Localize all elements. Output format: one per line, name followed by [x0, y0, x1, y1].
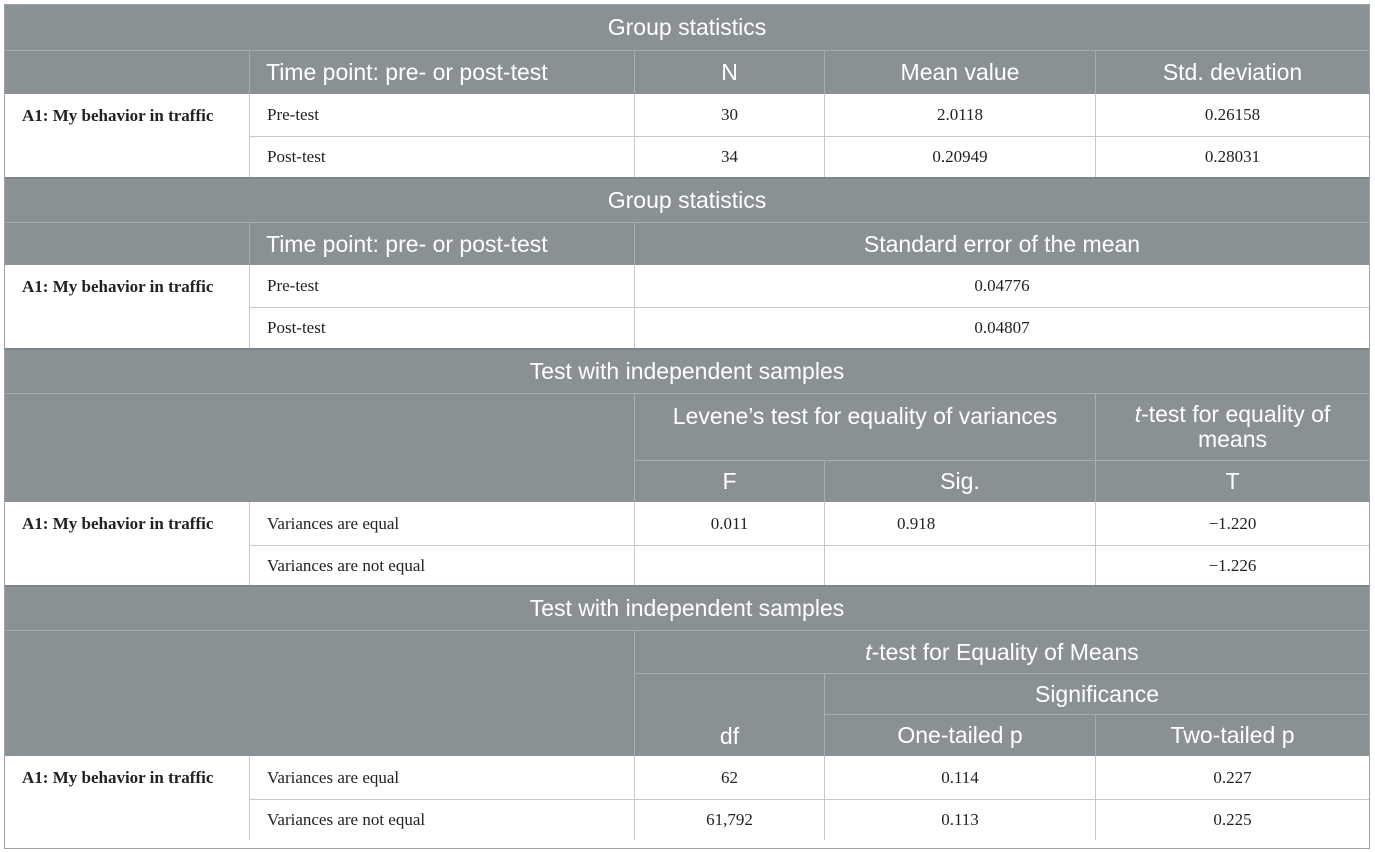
table4-header-ttest: [634, 630, 1369, 673]
table1-cell: Pre-test: [249, 94, 634, 136]
table1-title: Group statistics: [5, 5, 1369, 50]
table1-header-n: N: [634, 50, 824, 94]
table3-cell: 0.918: [824, 502, 1095, 545]
table2-title: Group statistics: [5, 177, 1369, 222]
table3-header-sig: Sig.: [824, 460, 1095, 502]
table1-cell: 30: [634, 94, 824, 136]
ttest-header-text: -test for equality of means: [1141, 401, 1331, 452]
table2-cell: 0.04776: [634, 265, 1369, 307]
table4-cell: 0.114: [824, 756, 1095, 799]
table2-cell: 0.04807: [634, 307, 1369, 348]
table1-row-label: A1: My behavior in traffic: [5, 94, 249, 177]
table3-cell: −1.220: [1095, 502, 1369, 545]
table4-header-df: df: [634, 673, 824, 756]
table4-cell: 61,792: [634, 799, 824, 840]
table1-cell: 34: [634, 136, 824, 177]
table3-header-ttest: [1095, 393, 1369, 460]
table4-cell: Variances are equal: [249, 756, 634, 799]
table1-header-mean: Mean value: [824, 50, 1095, 94]
table1-header-std: Std. deviation: [1095, 50, 1369, 94]
table3-cell: [634, 545, 824, 585]
table4-cell: Variances are not equal: [249, 799, 634, 840]
table1-cell: 2.0118: [824, 94, 1095, 136]
table3-header-empty: [5, 393, 634, 502]
statistics-table: [5, 5, 1369, 840]
table3-header-f: F: [634, 460, 824, 502]
table2-header-sem: Standard error of the mean: [634, 222, 1369, 265]
table3-cell: [824, 545, 1095, 585]
table4-header-significance: Significance: [824, 673, 1369, 714]
table1-cell: 0.20949: [824, 136, 1095, 177]
table3-header-levene: Levene’s test for equality of variances: [634, 393, 1095, 460]
table1-cell: 0.26158: [1095, 94, 1369, 136]
table4-header-two-tailed: Two-tailed p: [1095, 714, 1369, 756]
table2-header-timepoint: Time point: pre- or post-test: [249, 222, 634, 265]
table2-cell: Pre-test: [249, 265, 634, 307]
table3-cell: Variances are not equal: [249, 545, 634, 585]
table3-header-t: T: [1095, 460, 1369, 502]
table1-cell: 0.28031: [1095, 136, 1369, 177]
table4-title: Test with independent samples: [5, 585, 1369, 630]
ttest-header-text: -test for Equality of Means: [871, 638, 1139, 665]
table3-cell: 0.011: [634, 502, 824, 545]
ttest-t-italic: t: [1134, 401, 1142, 427]
table4-row-label: A1: My behavior in traffic: [5, 756, 249, 840]
table2-header-empty: [5, 222, 249, 265]
table4-cell: 0.225: [1095, 799, 1369, 840]
ttest-t-italic: t: [865, 638, 872, 665]
table3-cell: Variances are equal: [249, 502, 634, 545]
table4-cell: 0.227: [1095, 756, 1369, 799]
table1-cell: Post-test: [249, 136, 634, 177]
table3-title: Test with independent samples: [5, 348, 1369, 393]
table4-header-empty: [5, 630, 634, 756]
table1-header-empty: [5, 50, 249, 94]
table2-cell: Post-test: [249, 307, 634, 348]
table1-header-timepoint: Time point: pre- or post-test: [249, 50, 634, 94]
table3-row-label: A1: My behavior in traffic: [5, 502, 249, 585]
table4-cell: 0.113: [824, 799, 1095, 840]
table2-row-label: A1: My behavior in traffic: [5, 265, 249, 348]
table3-cell: −1.226: [1095, 545, 1369, 585]
table4-cell: 62: [634, 756, 824, 799]
table4-header-one-tailed: One-tailed p: [824, 714, 1095, 756]
